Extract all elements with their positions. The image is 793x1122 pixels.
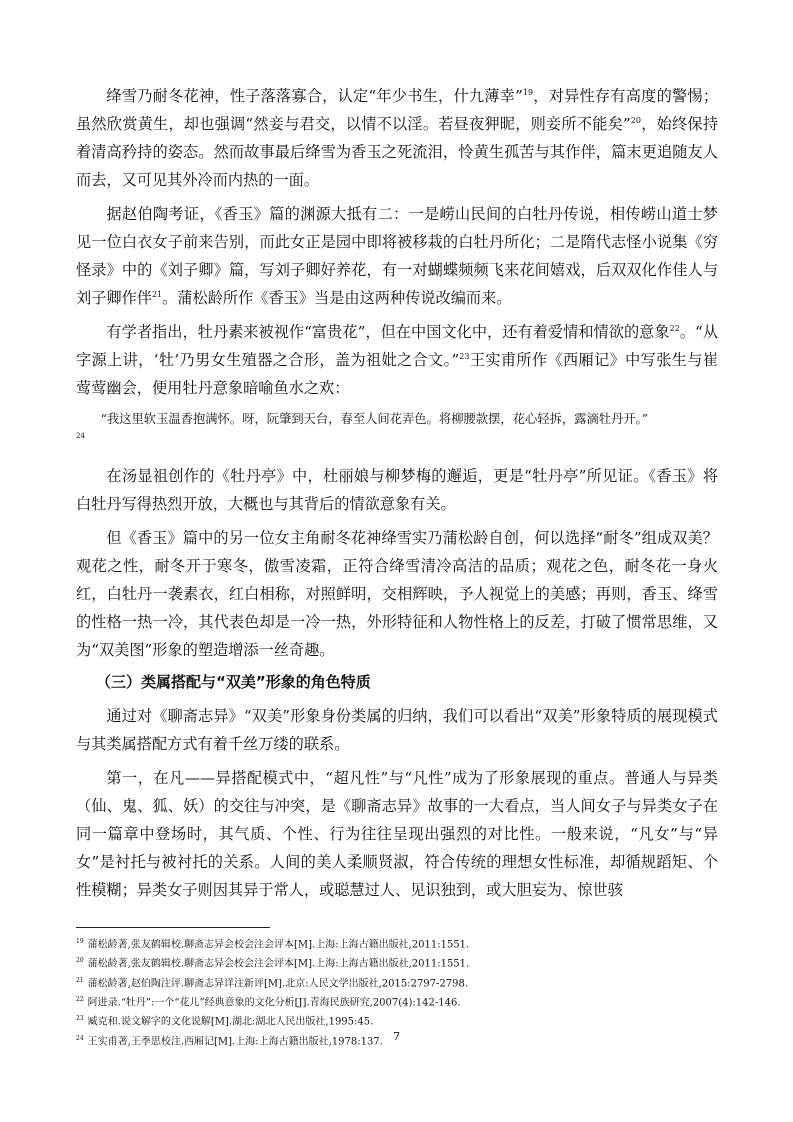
paragraph-mortal-immortal: 第一，在凡——异搭配模式中，“超凡性”与“凡性”成为了形象展现的重点。普通人与异类（仙、鬼、狐、妖）的交往与冲突，是《聊斋志异》故事的一大看点，当人间女子与异类女子在同一篇章中登场时，其气质、个性、行为往往呈现出强烈的对比性。一般来说，“凡女”与“异女”是衬托与被衬托的关系。人间的美人柔顺贤淑，符合传统的理想女性标准，却循规蹈矩、个性模糊；异类女子则因其异于常人，或聪慧过人、见识独到，或大胆妄为、惊世骇 (76, 769, 718, 899)
footnote-item (76, 953, 718, 972)
footnote-item (76, 1011, 718, 1030)
footnote-divider (76, 927, 270, 928)
footnote-number: 23 (76, 1015, 84, 1023)
footnote-text: 蒲松龄著,赵伯陶注评.聊斋志异详注新评[M].北京:人民文学出版社,2015:2797-2798. (87, 977, 469, 989)
footnote-number: 20 (76, 957, 84, 965)
text-run: 。蒲松龄所作《香玉》当是由这两种传说改编而来。 (162, 289, 512, 307)
text-run: 有学者指出，牡丹素来被视作“富贵花”，但在中国文化中，还有着爱情和情欲的意象 (106, 323, 670, 341)
footnote-text: 王实甫著,王季思校注.西厢记[M].上海:上海古籍出版社,1978:137. (87, 1035, 383, 1047)
text-run: 王实甫所作《西厢记》中写张生与崔莺莺幽会，便用牡丹意象暗喻鱼水之欢： (76, 351, 719, 397)
paragraph-jiangxue-character (76, 82, 718, 194)
footnote-text: 臧克和.说文解字的文化说解[M].湖北:湖北人民出版社,1995:45. (87, 1016, 374, 1028)
paragraph-source-origins (76, 200, 718, 312)
section-heading: （三）类属搭配与“双美”形象的角色特质 (96, 673, 371, 691)
footnote-ref[interactable]: 22 (669, 323, 680, 333)
text-run: ，对异性存有高度的警惕；虽然欣赏黄生，却也强调“然妾与君交，以情不以淫。若昼夜狎昵，则妾所不能矣” (76, 87, 719, 133)
page-number: 7 (393, 1030, 400, 1043)
footnote-ref[interactable]: 20 (630, 115, 641, 125)
footnote-number: 24 (76, 1034, 84, 1042)
paragraph-peony-imagery (76, 318, 718, 402)
paragraph-peony-pavilion: 在汤显祖创作的《牡丹亭》中，杜丽娘与柳梦梅的邂逅，更是“牡丹亭”所见证。《香玉》将白牡丹写得热烈开放，大概也与其背后的情欲意象有关。 (76, 467, 718, 513)
text-run: 据赵伯陶考证，《香玉》篇的渊源大抵有二：一是崂山民间的白牡丹传说，相传崂山道士梦见一位白衣女子前来告别，而此女正是园中即将被移栽的白牡丹所化；二是隋代志怪小说集《穷怪录》中的《刘子卿》篇，写刘子卿好养花，有一对蝴蝶频频飞来花间嬉戏，后双双化作佳人与刘子卿作伴 (76, 205, 718, 307)
footnote-number: 22 (76, 995, 84, 1003)
quote-footnote-ref[interactable]: 24 (76, 432, 85, 440)
footnote-ref[interactable]: 21 (151, 289, 163, 299)
footnote-item (76, 934, 718, 953)
footnote-item (76, 992, 718, 1011)
footnote-text: 蒲松龄著,张友鹤辑校.聊斋志异会校会注会评本[M].上海:上海古籍出版社,2011:1551. (87, 939, 470, 951)
main-text (76, 82, 718, 910)
block-quote: “我这里软玉温香抱满怀。呀，阮肇到天台，春至人间花弄色。将柳腰款摆，花心轻拆，露滴牡丹开。” (100, 412, 649, 426)
footnote-ref[interactable]: 19 (522, 87, 534, 97)
footnote-item (76, 973, 718, 992)
text-run: 绛雪乃耐冬花神，性子落落寡合，认定“年少书生，什九薄幸” (106, 87, 523, 105)
paragraph-intro-traits: 通过对《聊斋志异》“双美”形象身份类属的归纳，我们可以看出“双美”形象特质的展现模式与其类属搭配方式有着千丝万缕的联系。 (76, 707, 718, 753)
footnote-number: 19 (76, 938, 84, 945)
footnote-text: 蒲松龄著,张友鹤辑校.聊斋志异会校会注会评本[M].上海:上海古籍出版社,2011:1551. (87, 958, 470, 970)
footnote-text: 阿进录.“牡丹”:一个“花儿”经典意象的文化分析[J].青海民族研究,2007(4):142-146. (87, 997, 461, 1009)
text-run: 。“从字源上讲，‘牡’乃男女生殖器之合形，盖为祖妣之合文。” (76, 323, 719, 369)
footnote-number: 21 (76, 976, 84, 984)
footnote-ref[interactable]: 23 (459, 351, 470, 361)
text-run: ，始终保持着清高矜持的姿态。然而故事最后绛雪为香玉之死流泪，怜黄生孤苦与其作伴，篇末更追随友人而去，又可见其外冷而内热的一面。 (76, 115, 719, 189)
paragraph-naidong-choice: 但《香玉》篇中的另一位女主角耐冬花神绛雪实乃蒲松龄自创，何以选择“耐冬”组成双美？观花之性，耐冬开于寒冬，傲雪凌霜，正符合绛雪清冷高洁的品质；观花之色，耐冬花一身火红，白牡丹一袭素衣，红白相称，对照鲜明，交相辉映，予人视觉上的美感；再则，香玉、绛雪的性格一热一冷，其代表色却是一冷一热，外形特征和人物性格上的反差，打破了惯常思维，又为“双美图”形象的塑造增添一丝奇趣。 (76, 529, 718, 659)
